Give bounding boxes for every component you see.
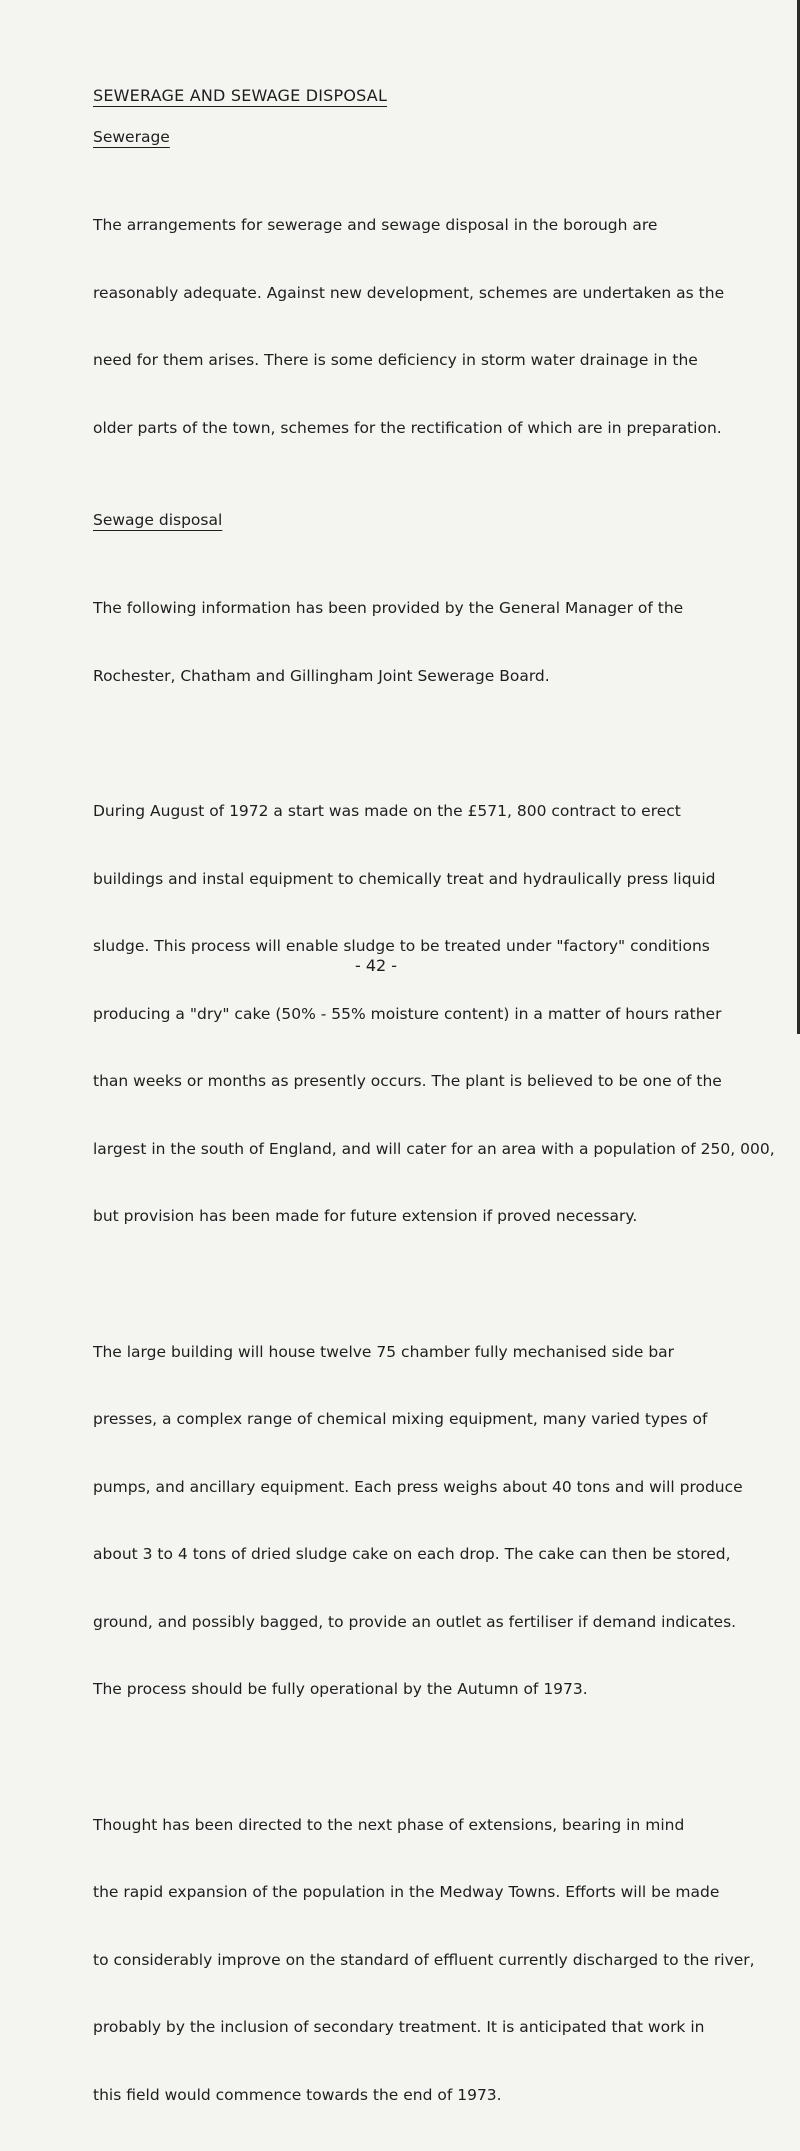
text-line: Rochester, Chatham and Gillingham Joint Sewerage Board. [93,665,793,688]
text-line: older parts of the town, schemes for the rectification of which are in preparation. [93,417,793,440]
document-body [93,86,793,2151]
text-line: Thought has been directed to the next phase of extensions, bearing in mind [93,1814,793,1837]
disposal-paragraph-3 [93,1296,793,1746]
text-line: probably by the inclusion of secondary treatment. It is anticipated that work in [93,2016,793,2039]
sewerage-heading: Sewerage [93,128,170,146]
sewage-disposal-section [93,510,793,2151]
text-line: than weeks or months as presently occurs. The plant is believed to be one of the [93,1070,793,1093]
sewerage-section [93,127,793,484]
text-line: buildings and instal equipment to chemically treat and hydraulically press liquid [93,868,793,891]
text-line: The following information has been provided by the General Manager of the [93,597,793,620]
text-line: pumps, and ancillary equipment. Each press weighs about 40 tons and will produce [93,1476,793,1499]
page-title: SEWERAGE AND SEWAGE DISPOSAL [93,86,387,105]
text-line: this field would commence towards the end of 1973. [93,2084,793,2107]
disposal-paragraph-4 [93,1769,793,2151]
text-line: The process should be fully operational by the Autumn of 1973. [93,1678,793,1701]
text-line: presses, a complex range of chemical mixing equipment, many varied types of [93,1408,793,1431]
text-line: producing a "dry" cake (50% - 55% moisture content) in a matter of hours rather [93,1003,793,1026]
text-line: to considerably improve on the standard of effluent currently discharged to the river, [93,1949,793,1972]
sewage-disposal-heading: Sewage disposal [93,511,222,529]
text-line: ground, and possibly bagged, to provide an outlet as fertiliser if demand indicates. [93,1611,793,1634]
text-line: The arrangements for sewerage and sewage disposal in the borough are [93,214,793,237]
sewerage-paragraph-1 [93,169,793,484]
disposal-paragraph-1 [93,552,793,732]
text-line: the rapid expansion of the population in the Medway Towns. Efforts will be made [93,1881,793,1904]
text-line: The large building will house twelve 75 chamber fully mechanised side bar [93,1341,793,1364]
text-line: largest in the south of England, and will cater for an area with a population of 250, 000, [93,1138,793,1161]
text-line: need for them arises. There is some deficiency in storm water drainage in the [93,349,793,372]
text-line: During August of 1972 a start was made on the £571, 800 contract to erect [93,800,793,823]
text-line: but provision has been made for future extension if proved necessary. [93,1205,793,1228]
text-line: reasonably adequate. Against new development, schemes are undertaken as the [93,282,793,305]
disposal-paragraph-2 [93,755,793,1273]
text-line: about 3 to 4 tons of dried sludge cake on each drop. The cake can then be stored, [93,1543,793,1566]
text-line: sludge. This process will enable sludge to be treated under "factory" conditions [93,935,793,958]
page-number: - 42 - [355,956,397,975]
